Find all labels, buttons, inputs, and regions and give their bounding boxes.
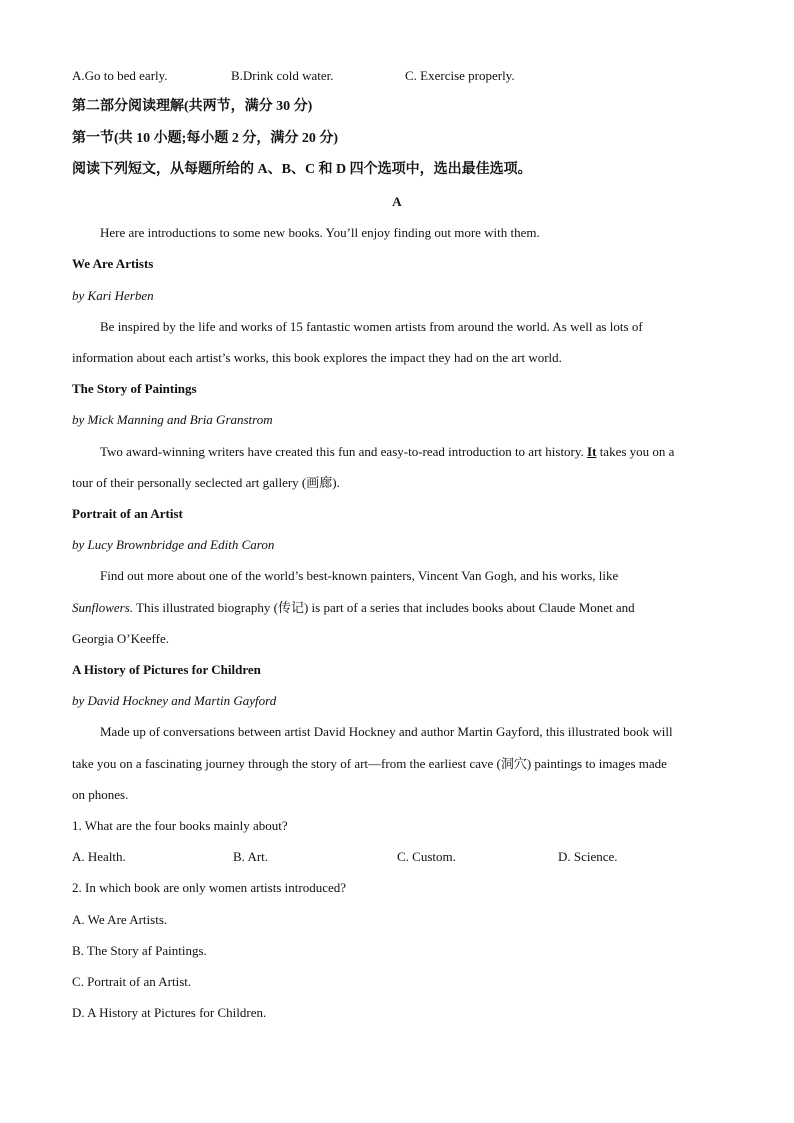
answer-option: D. A History at Pictures for Children. bbox=[72, 1005, 267, 1020]
book-description-line: information about each artist’s works, this book explores the impact they had on the art world. bbox=[72, 350, 562, 365]
book-description-line: Georgia O’Keeffe. bbox=[72, 631, 169, 646]
book-title: Portrait of an Artist bbox=[72, 506, 183, 521]
artwork-title: Sunflowers. bbox=[72, 600, 134, 615]
book-description-line: tour of their personally seclected art gallery (画廊). bbox=[72, 475, 340, 490]
section-one-heading: 第一节(共 10 小题;每小题 2 分，满分 20 分) bbox=[72, 131, 338, 146]
prev-option-c: C. Exercise properly. bbox=[405, 68, 515, 83]
part-two-heading: 第二部分阅读理解(共两节，满分 30 分) bbox=[72, 99, 313, 114]
book-title: A History of Pictures for Children bbox=[72, 662, 261, 677]
book-author: by Kari Herben bbox=[72, 288, 154, 303]
instruction-heading: 阅读下列短文，从每题所给的 A、B、C 和 D 四个选项中，选出最佳选项。 bbox=[72, 162, 532, 177]
book-author: by Mick Manning and Bria Granstrom bbox=[72, 412, 273, 427]
book-description-line: Be inspired by the life and works of 15 fantastic women artists from around the world. As well as lots of bbox=[100, 319, 643, 334]
answer-option: C. Custom. bbox=[397, 849, 456, 864]
answer-option: A. Health. bbox=[72, 849, 126, 864]
description-text: This illustrated biography (传记) is part of a series that includes books about Claude Monet and bbox=[133, 600, 635, 615]
book-description-line bbox=[100, 444, 674, 460]
book-title: The Story of Paintings bbox=[72, 381, 197, 396]
passage-intro: Here are introductions to some new books. You’ll enjoy finding out more with them. bbox=[100, 225, 540, 240]
answer-option: B. The Story af Paintings. bbox=[72, 943, 207, 958]
book-description-line: take you on a fascinating journey through the story of art—from the earliest cave (洞穴) paintings to images made bbox=[72, 756, 667, 771]
description-text: Two award-winning writers have created this fun and easy-to-read introduction to art history. bbox=[100, 444, 588, 459]
answer-option: D. Science. bbox=[558, 849, 618, 864]
book-author: by Lucy Brownbridge and Edith Caron bbox=[72, 537, 275, 552]
question-stem: 2. In which book are only women artists introduced? bbox=[72, 880, 347, 895]
answer-option: B. Art. bbox=[233, 849, 269, 864]
prev-option-a: A.Go to bed early. bbox=[72, 68, 168, 83]
prev-option-b: B.Drink cold water. bbox=[231, 68, 334, 83]
description-text: takes you on a bbox=[596, 444, 675, 459]
answer-option: C. Portrait of an Artist. bbox=[72, 974, 192, 989]
book-description-line: Find out more about one of the world’s best-known painters, Vincent Van Gogh, and his works, like bbox=[100, 568, 619, 583]
book-author: by David Hockney and Martin Gayford bbox=[72, 693, 277, 708]
passage-letter: A bbox=[392, 194, 402, 209]
book-description-line: on phones. bbox=[72, 787, 129, 802]
book-title: We Are Artists bbox=[72, 256, 154, 271]
book-description-line bbox=[72, 600, 635, 616]
answer-option: A. We Are Artists. bbox=[72, 912, 168, 927]
underlined-reference-word: It bbox=[587, 444, 597, 459]
book-description-line: Made up of conversations between artist David Hockney and author Martin Gayford, this illustrated book will bbox=[100, 724, 673, 739]
question-stem: 1. What are the four books mainly about? bbox=[72, 818, 288, 833]
